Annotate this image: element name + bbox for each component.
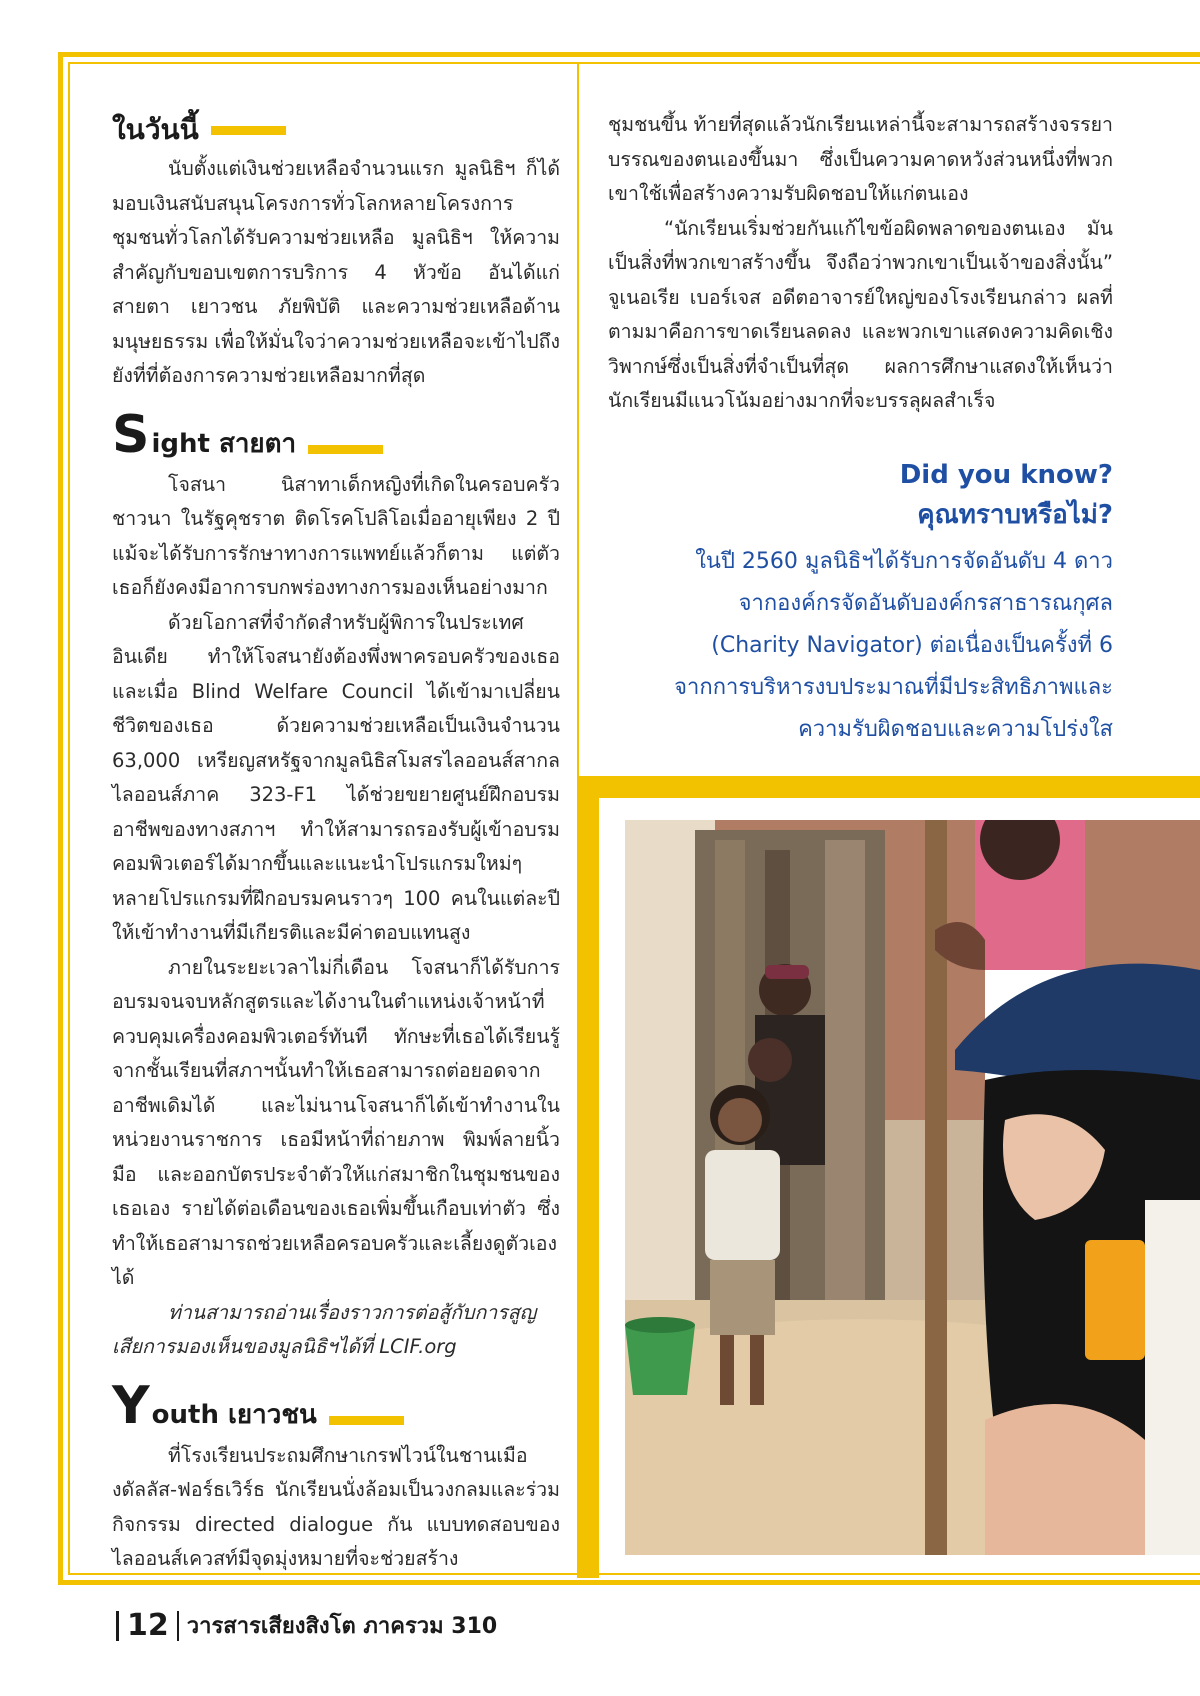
paragraph-sight-2: ด้วยโอกาสที่จำกัดสำหรับผู้พิการในประเทศอินเดีย ทำให้โจสนายังต้องพึ่งพาครอบครัวของเธอ และเมื่อ Blind Welfare Council ได้เข้ามาเปลี่ยนชีวิตของเธอ ด้วยความช่วยเหลือเป็นเงินจำนวน 63,000 เหรียญสหรัฐจากมูลนิธิสโมสรไลออนส์สากล ไลออนส์ภาค 323-F1 ได้ช่วยขยายศูนย์ฝึกอบรมอาชีพของทางสภาฯ ทำให้สามารถรองรับผู้เข้าอบรมคอมพิวเตอร์ได้มากขึ้นและแนะนำโปรแกรมใหม่ๆ หลายโปรแกรมที่ฝึกอบรมคนราวๆ 100 คนในแต่ละปีให้เข้าทำงานที่มีเกียรติและมีค่าตอบแทนสูง <box>112 610 560 944</box>
heading-youth-initial: Y <box>112 1375 150 1436</box>
left-column <box>112 108 560 1577</box>
paragraph-youth-1: ที่โรงเรียนประถมศึกษาเกรฟไวน์ในชานเมืองดัลลัส-ฟอร์ธเวิร์ธ นักเรียนนั่งล้อมเป็นวงกลมและร่วมกิจกรรม directed dialogue กัน แบบทดสอบของไลออนส์เควสท์มีจุดมุ่งหมายที่จะช่วยสร้าง <box>112 1443 560 1570</box>
heading-today-text: ในวันนี้ <box>112 113 199 146</box>
paragraph-sight-link: ท่านสามารถอ่านเรื่องราวการต่อสู้กับการสูญเสียการมองเห็นของมูลนิธิฯได้ที่ LCIF.org <box>112 1300 537 1358</box>
did-you-know-title-en: Did you know? <box>899 459 1113 490</box>
heading-sight <box>112 402 560 468</box>
heading-accent-bar <box>308 445 383 454</box>
paragraph-sight-3: ภายในระยะเวลาไม่กี่เดือน โจสนาก็ได้รับการอบรมจนจบหลักสูตรและได้งานในตำแหน่งเจ้าหน้าที่ควบคุมเครื่องคอมพิวเตอร์ทันที ทักษะที่เธอได้เรียนรู้จากชั้นเรียนที่สภาฯนั้นทำให้เธอสามารถต่อยอดจากอาชีพเดิมได้ และไม่นานโจสนาก็ได้เข้าทำงานในหน่วยงานราชการ เธอมีหน้าที่ถ่ายภาพ พิมพ์ลายนิ้วมือ และออกบัตรประจำตัวให้แก่สมาชิกในชุมชนของเธอเอง รายได้ต่อเดือนของเธอเพิ่มขึ้นเกือบเท่าตัว ซึ่งทำให้เธอสามารถช่วยเหลือครอบครัวและเลี้ยงดูตัวเองได้ <box>112 955 560 1289</box>
fact-line: จากการบริหารงบประมาณที่มีประสิทธิภาพและ <box>674 674 1113 700</box>
column-divider <box>577 64 579 776</box>
did-you-know-fact <box>608 541 1113 751</box>
fact-line: (Charity Navigator) ต่อเนื่องเป็นครั้งที่ 6 <box>711 632 1113 658</box>
fact-line: ความรับผิดชอบและความโปร่งใส <box>798 716 1113 742</box>
fact-line: ในปี 2560 มูลนิธิฯได้รับการจัดอันดับ 4 ดาว <box>695 548 1113 574</box>
paragraph-youth-continued: ชุมชนขึ้น ท้ายที่สุดแล้วนักเรียนเหล่านี้จะสามารถสร้างจรรยาบรรณของตนเองขึ้นมา ซึ่งเป็นความคาดหวังส่วนหนึ่งที่พวกเขาใช้เพื่อสร้างความรับผิดชอบให้แก่ตนเอง <box>608 113 1113 205</box>
did-you-know-box <box>608 455 1113 751</box>
magazine-title: วารสารเสียงสิงโต ภาครวม 310 <box>186 1614 498 1639</box>
heading-youth-text: outh เยาวชน <box>151 1399 317 1430</box>
heading-today <box>112 108 560 152</box>
paragraph-quote: “นักเรียนเริ่มช่วยกันแก้ไขข้อผิดพลาดของตนเอง มันเป็นสิ่งที่พวกเขาสร้างขึ้น จึงถือว่าพวกเขาเป็นเจ้าของสิ่งนั้น” จูเนอเรีย เบอร์เจส อดีตอาจารย์ใหญ่ของโรงเรียนกล่าว ผลที่ตามมาคือการขาดเรียนลดลง และพวกเขาแสดงความคิดเชิงวิพากษ์ซึ่งเป็นสิ่งที่จำเป็นที่สุด ผลการศึกษาแสดงให้เห็นว่านักเรียนมีแนวโน้มอย่างมากที่จะบรรลุผลสำเร็จ <box>608 216 1113 412</box>
footer-separator <box>177 1611 179 1641</box>
heading-accent-bar <box>329 1416 404 1425</box>
page-footer <box>108 1608 497 1643</box>
fact-line: จากองค์กรจัดอันดับองค์กรสาธารณกุศล <box>738 590 1113 616</box>
heading-youth <box>112 1373 560 1439</box>
footer-separator <box>116 1611 119 1641</box>
right-column <box>608 108 1113 751</box>
page-number: 12 <box>127 1608 169 1643</box>
heading-sight-text: ight สายตา <box>151 428 297 459</box>
photo-top-accent-bar <box>577 776 1200 798</box>
heading-sight-initial: S <box>112 404 150 465</box>
paragraph-today: นับตั้งแต่เงินช่วยเหลือจำนวนแรก มูลนิธิฯ ก็ได้มอบเงินสนับสนุนโครงการทั่วโลกหลายโครงการ ชุมชนทั่วโลกได้รับความช่วยเหลือ มูลนิธิฯ ให้ความสำคัญกับขอบเขตการบริการ 4 หัวข้อ อันได้แก่ สายตา เยาวชน ภัยพิบัติ และความช่วยเหลือด้านมนุษยธรรม เพื่อให้มั่นใจว่าความช่วยเหลือจะเข้าไปถึงยังที่ที่ต้องการความช่วยเหลือมากที่สุด <box>112 157 560 387</box>
heading-accent-bar <box>211 126 286 135</box>
paragraph-sight-1: โจสนา นิสาทาเด็กหญิงที่เกิดในครอบครัวชาวนา ในรัฐคุชราต ติดโรคโปลิโอเมื่ออายุเพียง 2 ปี แม้จะได้รับการรักษาทางการแพทย์แล้วก็ตาม แต่ตัวเธอก็ยังคงมีอาการบกพร่องทางการมองเห็นอย่างมาก <box>112 472 560 599</box>
photo-left-accent-bar <box>577 776 599 1578</box>
did-you-know-title-th: คุณทราบหรือไม่? <box>917 499 1113 530</box>
article-photo <box>625 820 1200 1555</box>
photo-illustration <box>625 820 1200 1555</box>
